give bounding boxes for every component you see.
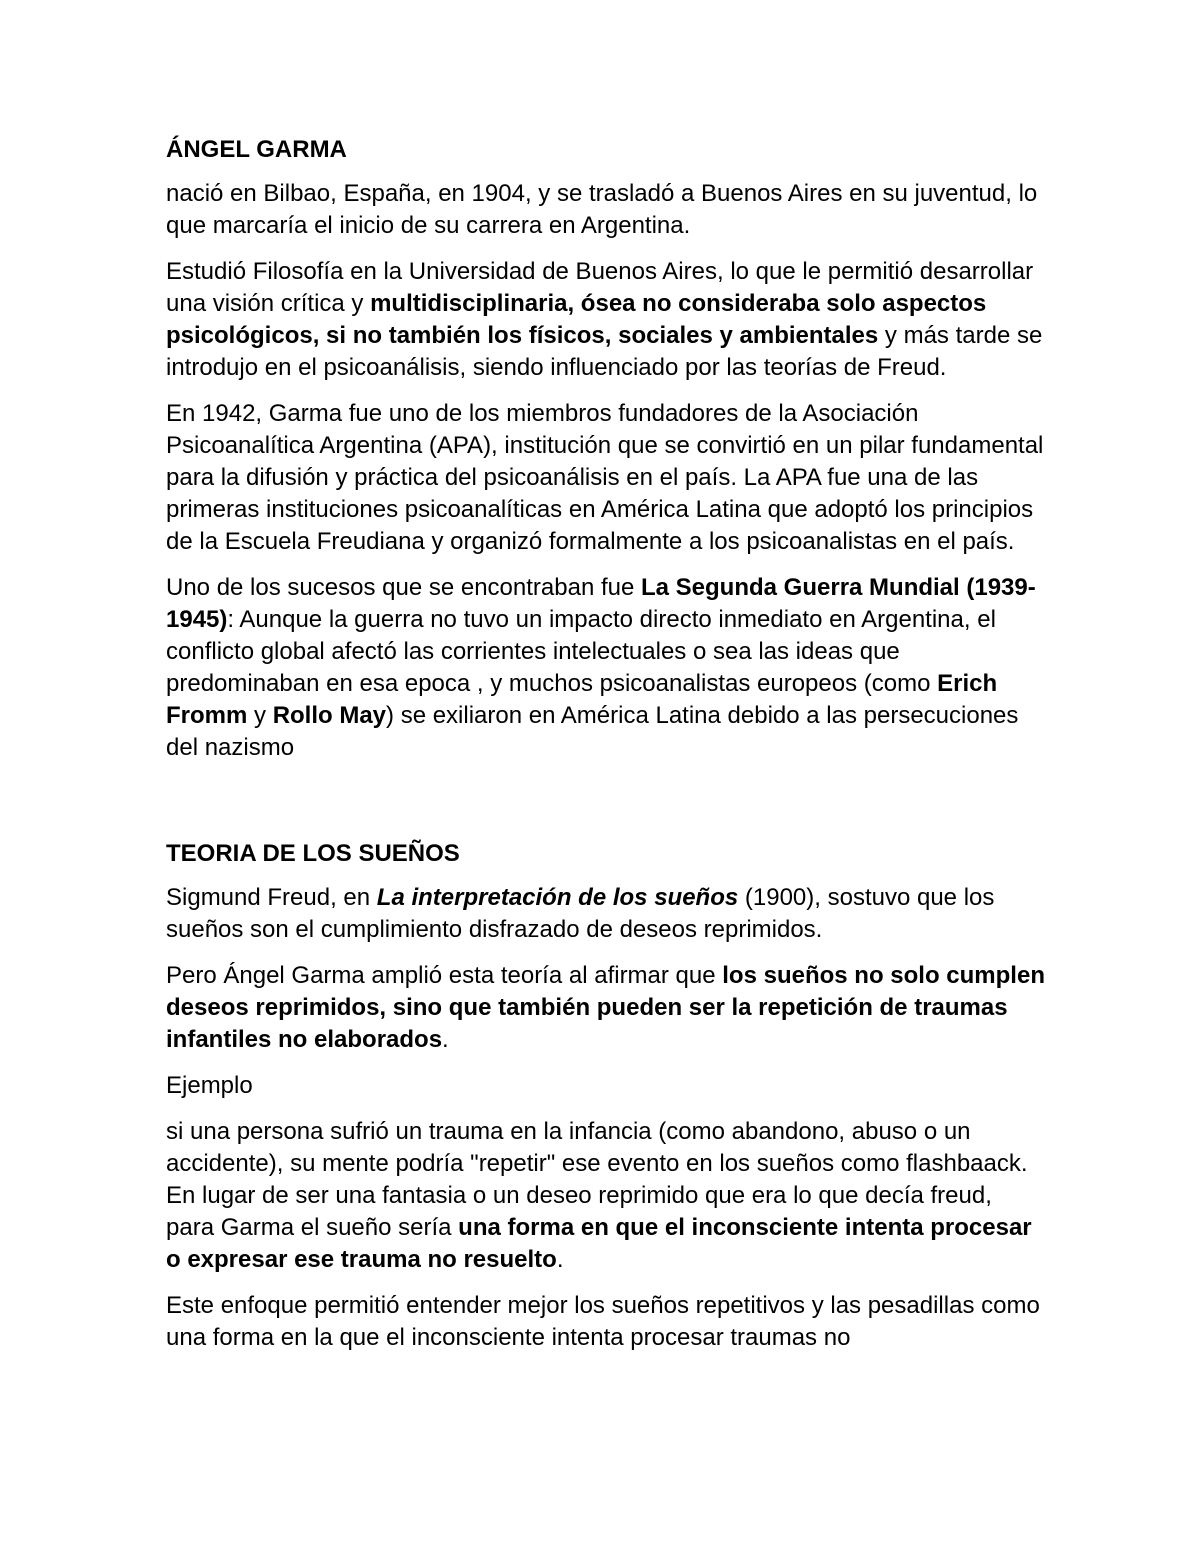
- paragraph-studies-bold: multidisciplinaria, ósea no consideraba solo aspectos psicológicos, si no también los físicos, sociales y ambientales: [166, 290, 987, 349]
- section-title-angel-garma: ÁNGEL GARMA: [166, 136, 347, 163]
- paragraph-war-text: Uno de los sucesos que se encontraban fue: [166, 574, 641, 601]
- paragraph-freud-text: Sigmund Freud, en: [166, 884, 377, 911]
- paragraph-birth: nació en Bilbao, España, en 1904, y se trasladó a Buenos Aires en su juventud, lo que marcaría el inicio de su carrera en Argentina.: [166, 180, 1038, 239]
- paragraph-studies-text: Estudió Filosofía en la Universidad de Buenos Aires, lo que le permitió desarrollar una visión crítica y: [166, 258, 1034, 317]
- paragraph-example-text: si una persona sufrió un trauma en la infancia (como abandono, abuso o un accidente), su mente podría "repetir" ese evento en los sueños como flashbaack. En lugar de ser una fantasia o un deseo reprimido que era lo que decía freud, para Garma el sueño sería: [166, 1118, 1028, 1241]
- paragraph-war-text-end: ) se exiliaron en América Latina debido a las persecuciones del nazismo: [166, 702, 1019, 761]
- paragraph-freud-book-title: La interpretación de los sueños: [376, 884, 739, 911]
- paragraph-garma-theory-end: .: [442, 1026, 449, 1053]
- paragraph-war-bold-fromm: Erich Fromm: [166, 670, 998, 729]
- section-title-teoria-suenos: TEORIA DE LOS SUEÑOS: [166, 840, 460, 867]
- paragraph-garma-theory-text: Pero Ángel Garma amplió esta teoría al afirmar que: [166, 962, 723, 989]
- paragraph-war: [166, 572, 1046, 764]
- paragraph-freud: [166, 882, 1046, 946]
- paragraph-war-text-and: y: [247, 702, 273, 729]
- section-spacer: [166, 778, 1046, 838]
- paragraph-example: [166, 1116, 1046, 1276]
- paragraph-ejemplo-label: Ejemplo: [166, 1072, 253, 1099]
- paragraph-studies: [166, 256, 1046, 384]
- paragraph-war-bold-may: Rollo May: [272, 702, 387, 729]
- paragraph-example-bold: una forma en que el inconsciente intenta procesar o expresar ese trauma no resuelto: [166, 1214, 1032, 1273]
- paragraph-garma-theory: [166, 960, 1046, 1056]
- paragraph-war-text-mid: : Aunque la guerra no tuvo un impacto directo inmediato en Argentina, el conflicto global afectó las corrientes intelectuales o sea las ideas que predominaban en esa epoca , y muchos psicoanalistas europeos (como: [166, 606, 996, 697]
- paragraph-approach: Este enfoque permitió entender mejor los sueños repetitivos y las pesadillas como una forma en la que el inconsciente intenta procesar traumas no: [166, 1292, 1040, 1351]
- paragraph-war-bold-event: La Segunda Guerra Mundial (1939-1945): [166, 574, 1036, 633]
- paragraph-apa: En 1942, Garma fue uno de los miembros fundadores de la Asociación Psicoanalítica Argentina (APA), institución que se convirtió en un pilar fundamental para la difusión y práctica del psicoanálisis en el país. La APA fue una de las primeras instituciones psicoanalíticas en América Latina que adoptó los principios de la Escuela Freudiana y organizó formalmente a los psicoanalistas en el país.: [166, 400, 1044, 555]
- paragraph-studies-text-end: y más tarde se introdujo en el psicoanálisis, siendo influenciado por las teorías de Freud.: [166, 322, 1043, 381]
- paragraph-freud-text-end: (1900), sostuvo que los sueños son el cumplimiento disfrazado de deseos reprimidos.: [166, 884, 995, 943]
- document-page: [166, 134, 1046, 1368]
- paragraph-example-end: .: [556, 1246, 564, 1273]
- paragraph-garma-theory-bold: los sueños no solo cumplen deseos reprimidos, sino que también pueden ser la repetición de traumas infantiles no elaborados: [166, 962, 1045, 1053]
